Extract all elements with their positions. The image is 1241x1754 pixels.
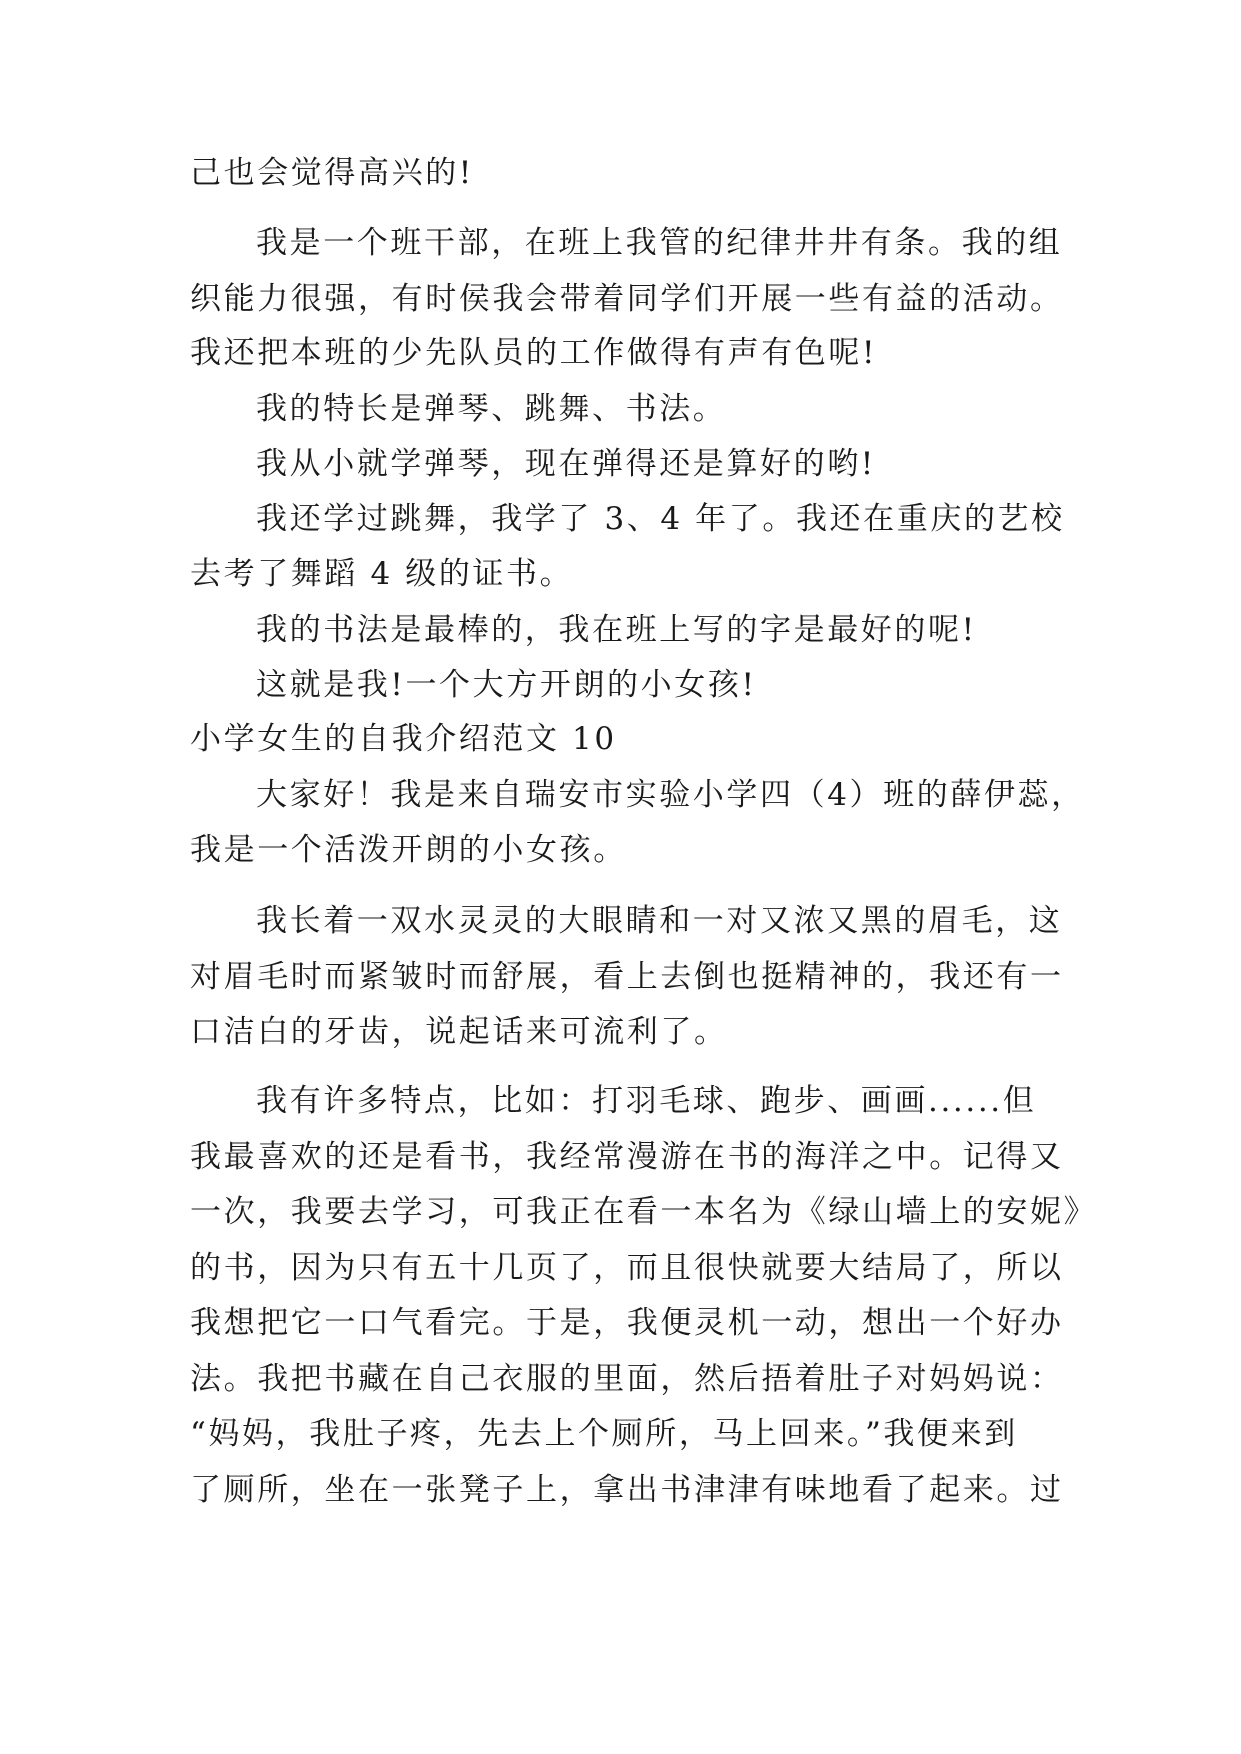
text-line: 这就是我!一个大方开朗的小女孩! — [256, 667, 757, 703]
section-heading: 小学女生的自我介绍范文 10 — [190, 721, 617, 757]
text-line: 织能力很强，有时侯我会带着同学们开展一些有益的活动。 — [190, 281, 1064, 317]
text-line: 大家好！我是来自瑞安市实验小学四（4）班的薛伊蕊， — [256, 777, 1085, 813]
text-line: 了厕所，坐在一张凳子上，拿出书津津有味地看了起来。过 — [190, 1472, 1064, 1508]
text-line: 我有许多特点，比如：打羽毛球、跑步、画画......但 — [256, 1083, 1037, 1119]
text-line: 去考了舞蹈 4 级的证书。 — [190, 556, 574, 592]
text-line: 法。我把书藏在自己衣服的里面，然后捂着肚子对妈妈说： — [190, 1361, 1064, 1397]
text-line: 我还学过跳舞，我学了 3、4 年了。我还在重庆的艺校 — [256, 501, 1065, 537]
text-line: 我是一个班干部，在班上我管的纪律井井有条。我的组 — [256, 225, 1063, 261]
text-line: 我长着一双水灵灵的大眼睛和一对又浓又黑的眉毛，这 — [256, 903, 1063, 939]
text-line: 我的特长是弹琴、跳舞、书法。 — [256, 391, 727, 427]
text-line: 我从小就学弹琴，现在弹得还是算好的哟! — [256, 446, 876, 482]
text-line: 的书，因为只有五十几页了，而且很快就要大结局了，所以 — [190, 1250, 1064, 1286]
text-line: “妈妈，我肚子疼，先去上个厕所，马上回来。”我便来到 — [190, 1416, 1018, 1452]
text-line: 我是一个活泼开朗的小女孩。 — [190, 832, 627, 868]
text-line: 口洁白的牙齿，说起话来可流利了。 — [190, 1014, 728, 1050]
text-line: 我还把本班的少先队员的工作做得有声有色呢! — [190, 335, 878, 371]
text-line: 一次，我要去学习，可我正在看一本名为《绿山墙上的安妮》 — [190, 1194, 1098, 1230]
text-line: 我想把它一口气看完。于是，我便灵机一动，想出一个好办 — [190, 1305, 1064, 1341]
text-line: 我最喜欢的还是看书，我经常漫游在书的海洋之中。记得又 — [190, 1139, 1064, 1175]
text-line: 我的书法是最棒的，我在班上写的字是最好的呢! — [256, 612, 977, 648]
text-line: 己也会觉得高兴的! — [190, 155, 474, 191]
text-line: 对眉毛时而紧皱时而舒展，看上去倒也挺精神的，我还有一 — [190, 959, 1064, 995]
